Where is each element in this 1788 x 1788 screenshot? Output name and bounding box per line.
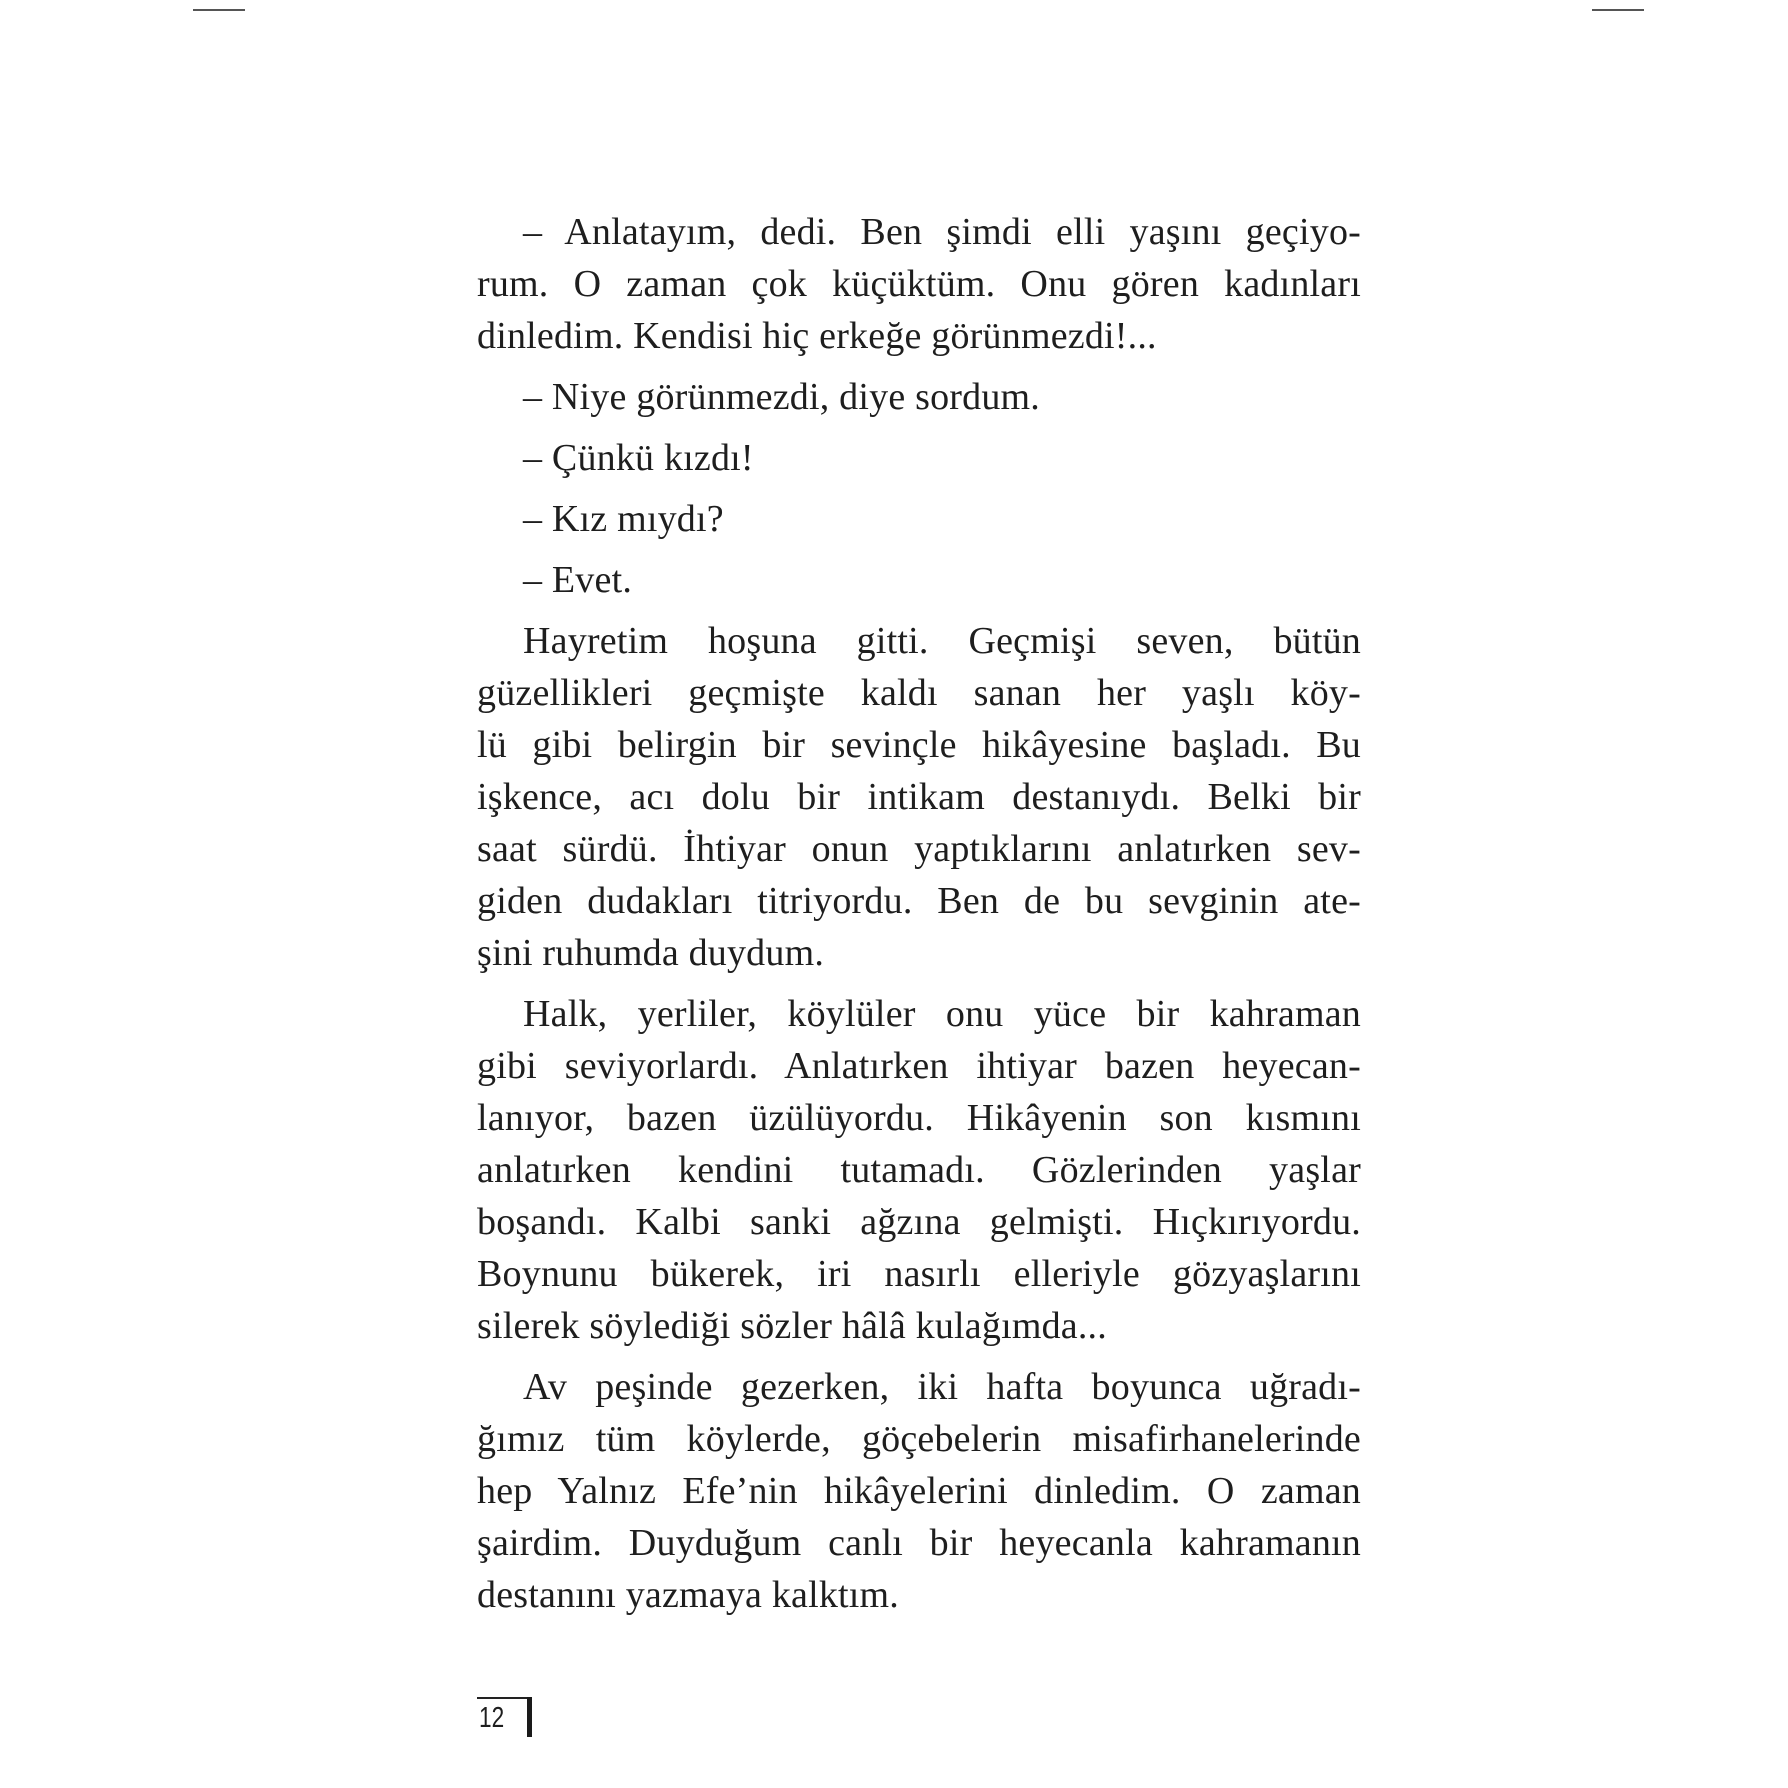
text-line: işkence, acı dolu bir intikam destanıydı. Belki bir — [477, 776, 1361, 818]
paragraph — [477, 988, 1361, 1352]
text-line: ğımız tüm köylerde, göçebelerin misafirhanelerinde — [477, 1418, 1361, 1460]
text-line: saat sürdü. İhtiyar onun yaptıklarını anlatırken sev- — [477, 828, 1361, 870]
dialog-line: – Niye görünmezdi, diye sordum. — [523, 376, 1040, 418]
text-line: dinledim. Kendisi hiç erkeğe görünmezdi!... — [477, 315, 1157, 357]
text-line: gibi seviyorlardı. Anlatırken ihtiyar bazen heyecan- — [477, 1045, 1361, 1087]
text-line: şairdim. Duyduğum canlı bir heyecanla kahramanın — [477, 1522, 1361, 1564]
text-line: Halk, yerliler, köylüler onu yüce bir kahraman — [523, 993, 1361, 1035]
page-folio — [477, 1697, 533, 1737]
text-line: Boynunu bükerek, iri nasırlı elleriyle gözyaşlarını — [477, 1253, 1361, 1295]
text-line: giden dudakları titriyordu. Ben de bu sevginin ate- — [477, 880, 1361, 922]
text-line: boşandı. Kalbi sanki ağzına gelmişti. Hıçkırıyordu. — [477, 1201, 1361, 1243]
page-body-text — [477, 206, 1361, 1630]
crop-mark-right — [1592, 9, 1644, 11]
text-line: silerek söylediği sözler hâlâ kulağımda... — [477, 1305, 1107, 1347]
dialog-line: – Evet. — [523, 559, 633, 601]
text-line: güzellikleri geçmişte kaldı sanan her yaşlı köy- — [477, 672, 1361, 714]
folio-bar — [527, 1697, 532, 1737]
text-line: şini ruhumda duydum. — [477, 932, 825, 974]
text-line: lanıyor, bazen üzülüyordu. Hikâyenin son kısmını — [477, 1097, 1361, 1139]
text-line: lü gibi belirgin bir sevinçle hikâyesine başladı. Bu — [477, 724, 1361, 766]
dialog-line: – Kız mıydı? — [523, 498, 724, 540]
paragraph — [477, 615, 1361, 979]
text-line: hep Yalnız Efe’nin hikâyelerini dinledim. O zaman — [477, 1470, 1361, 1512]
dialog-paragraph — [477, 206, 1361, 362]
text-line: destanını yazmaya kalktım. — [477, 1574, 900, 1616]
text-line: Av peşinde gezerken, iki hafta boyunca uğradı- — [523, 1366, 1361, 1408]
folio-rule — [477, 1697, 527, 1699]
dialog-line: – Çünkü kızdı! — [523, 437, 754, 479]
page-number: 12 — [479, 1702, 505, 1734]
text-line: anlatırken kendini tutamadı. Gözlerinden yaşlar — [477, 1149, 1361, 1191]
paragraph — [477, 1361, 1361, 1621]
text-line: rum. O zaman çok küçüktüm. Onu gören kadınları — [477, 263, 1361, 305]
text-line: – Anlatayım, dedi. Ben şimdi elli yaşını geçiyo- — [523, 211, 1361, 253]
crop-mark-left — [193, 9, 245, 11]
text-line: Hayretim hoşuna gitti. Geçmişi seven, bütün — [523, 620, 1361, 662]
